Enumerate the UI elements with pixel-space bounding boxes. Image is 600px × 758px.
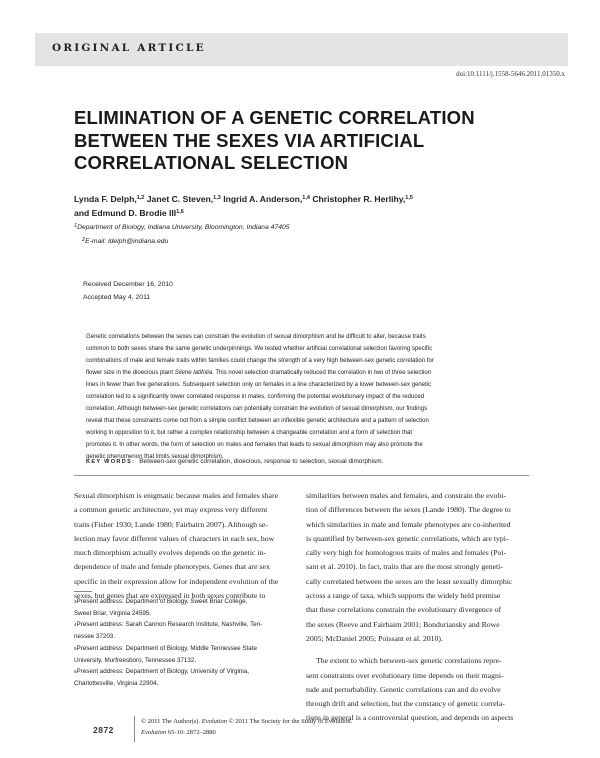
- body-line: sant et al. 2010). In fact, traits that are the most strongly geneti-: [306, 562, 503, 572]
- body-line: cally very high for homologous traits of males and females (Poi-: [306, 548, 507, 558]
- footnote-line: University, Murfreesboro, Tennessee 37132.: [74, 656, 197, 664]
- footnote-line: $^5$Present address: Department of Biology, Middle Tennessee State: [74, 644, 257, 652]
- body-line: a common genetic architecture, yet may express very different: [74, 505, 268, 515]
- body-line: specific in their expression allow for independent evolution of the: [74, 576, 279, 586]
- doi[interactable]: doi:10.1111/j.1558-5646.2011.01350.x: [456, 70, 565, 78]
- abstract-line: working in opposition to it, but rather a complex relationship between a changeable correlation and a form of selection that: [86, 430, 413, 437]
- body-left-column: [74, 489, 294, 603]
- abstract-line: correlation led to a significantly lower correlated response in males, confirming the potential evolutionary impact of the reduced: [86, 394, 425, 401]
- abstract-line: promotes it. In other words, the form of selection on males and females that leads to sexual dimorphism may also promote the: [86, 442, 423, 449]
- author-name: and Edmund D. Brodie III: [74, 208, 177, 218]
- keywords-label: KEY WORDS:: [86, 459, 136, 465]
- abstract-line: lines in fewer than five generations. Subsequent selection only on females in a line characterized by a lower between-sex genetic: [86, 382, 432, 389]
- body-line: the sexes (Reeve and Fairbairn 2001; Bonduriansky and Rowe: [306, 619, 500, 629]
- abstract-line: genetic phenomenon that limits sexual dimorphism.: [86, 454, 224, 461]
- footnote-line: nessee 37203.: [74, 633, 116, 641]
- copyright: © 2011 The Author(s). Evolution © 2011 The Society for the Study of Evolution. Evolution 65-10: 2872–2880: [141, 718, 353, 736]
- received-date: Received December 16, 2010: [83, 281, 173, 288]
- footnote-line: $^4$Present address: Sarah Cannon Research Institute, Nashville, Ten-: [74, 621, 263, 629]
- title-line: CORRELATIONAL SELECTION: [74, 152, 349, 173]
- accepted-date: Accepted May 4, 2011: [83, 294, 151, 301]
- body-line: is quantified by between-sex genetic correlations, which are typi-: [306, 533, 509, 543]
- body-line: dependence of male and female phenotypes. Genes that are sex: [74, 562, 270, 572]
- abstract-line: common to both sexes share the same genetic underpinnings. We tested whether artificial correlational selection favoring specific: [86, 346, 433, 353]
- body-line: that these correlations constrain the evolutionary divergence of: [306, 605, 502, 615]
- affiliation: $^1$Department of Biology, Indiana University, Bloomington, Indiana 47405: [74, 223, 290, 231]
- author-list: [74, 192, 534, 220]
- body-line: tude and perturbability. Genetic correlations can and do evolve: [306, 684, 501, 694]
- footnote-line: $^3$Present address: Department of Biology, Sweet Briar College,: [74, 598, 248, 605]
- body-right-column: [306, 489, 532, 726]
- footnotes: [74, 596, 294, 690]
- footnote-line: Sweet Briar, Virginia 24595.: [74, 609, 152, 617]
- abstract-line: reveal that these constraints come not from a simple conflict between an inflexible genetic architecture and a pattern of selection: [86, 418, 429, 425]
- body-line: tion of differences between the sexes (Lande 1980). The degree to: [306, 505, 511, 515]
- footnote-line: $^6$Present address: Department of Biology, University of Virginia,: [74, 668, 249, 676]
- body-line: lection may favor different values of characters in each sex, how: [74, 533, 275, 543]
- body-line: cally correlated between the sexes are the least sexually dimorphic: [306, 576, 513, 586]
- footnote-line: Charlottesville, Virginia 22904.: [74, 679, 159, 687]
- abstract-line: flower size in the dioecious plant Silene latifolia. This novel selection dramatically reduced the correlation in two of three selection: [86, 370, 432, 377]
- email[interactable]: $^2$E-mail: ldelph@indiana.edu: [82, 237, 169, 245]
- author-name: Janet C. Steven,: [146, 194, 214, 204]
- footer-divider: [134, 716, 135, 742]
- body-line: much dimorphism actually evolves depends on the genetic in-: [74, 548, 266, 558]
- body-line: which similarities in male and female phenotypes are co-inherited: [306, 519, 511, 529]
- body-line: similarities between males and females, and constrain the evolu-: [306, 491, 506, 500]
- body-line: sent constraints over evolutionary time depends on their magni-: [306, 670, 504, 680]
- author-name: Christopher R. Herlihy,: [312, 194, 406, 204]
- body-line: across a range of taxa, which supports the widely held premise: [306, 591, 501, 601]
- abstract: [86, 331, 531, 464]
- keywords-text: Between-sex genetic correlation, dioecious, response to selection, sexual dimorphism.: [139, 458, 384, 465]
- author-sup: 1,2: [136, 195, 145, 201]
- keywords: [86, 458, 383, 465]
- species-name: Silene latifolia: [174, 370, 213, 377]
- author-name: Ingrid A. Anderson,: [223, 194, 303, 204]
- abstract-line: correlation. Although between-sex genetic correlations can potentially constrain the evolution of sexual dimorphism, our findings: [86, 406, 428, 413]
- author-name: Lynda F. Delph,: [74, 194, 137, 204]
- title-line: BETWEEN THE SEXES VIA ARTIFICIAL: [74, 129, 425, 151]
- divider: [74, 475, 529, 476]
- body-line: tions in general is a controversial question, and depends on aspects: [306, 713, 514, 723]
- body-line: traits (Fisher 1930; Lande 1980; Fairbairn 2007). Although se-: [74, 519, 268, 529]
- footnote-rule: [74, 591, 92, 592]
- author-sup: 1,3: [213, 195, 221, 201]
- abstract-line: combinations of male and female traits within families could change the strength of a very high between-sex genetic correlation for: [86, 358, 434, 365]
- author-sup: 1,4: [302, 195, 310, 201]
- author-sup: 1,5: [405, 195, 413, 201]
- title-line: ELIMINATION OF A GENETIC CORRELATION: [74, 107, 475, 128]
- body-line: Sexual dimorphism is enigmatic because males and females share: [74, 491, 279, 500]
- page-number: 2872: [93, 725, 114, 735]
- article-title: [74, 107, 514, 175]
- section-label: ORIGINAL ARTICLE: [52, 42, 206, 54]
- body-line: through drift and selection, but the constancy of genetic correla-: [306, 699, 505, 709]
- body-line: sexes, but genes that are expressed in both sexes contribute to: [74, 591, 266, 601]
- body-line: 2005; McDaniel 2005; Poissant et al. 2010).: [306, 633, 443, 643]
- abstract-line: Genetic correlations between the sexes can constrain the evolution of sexual dimorphism and be difficult to alter, because traits: [86, 334, 426, 340]
- author-sup: 1,6: [176, 209, 184, 215]
- body-line: The extent to which between-sex genetic correlations repre-: [316, 656, 502, 666]
